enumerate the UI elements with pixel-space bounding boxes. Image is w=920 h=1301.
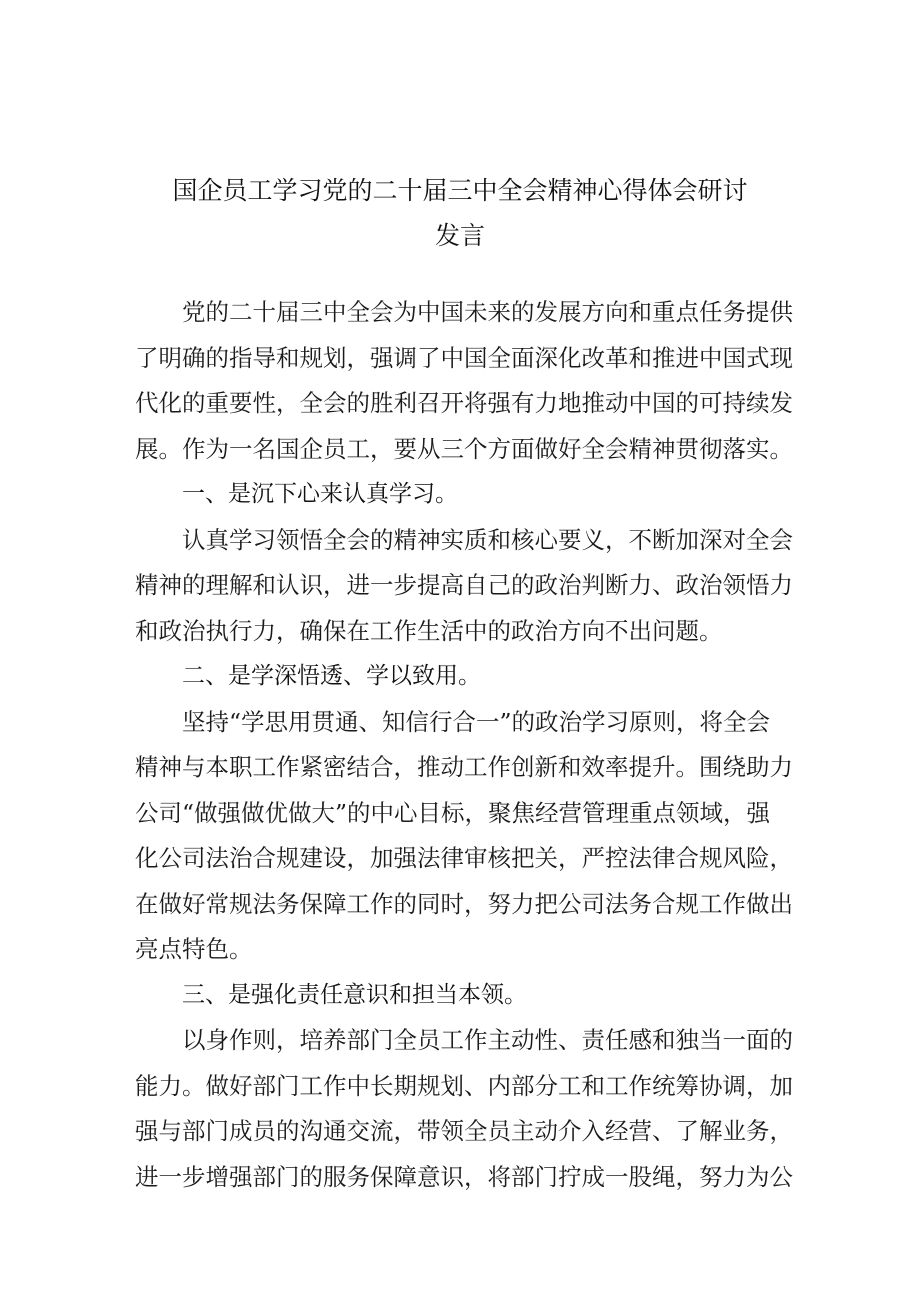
section-2-line-4: 化公司法治合规建设，加强法律审核把关，严控法律合规风险，: [135, 844, 793, 872]
section-3-line-2: 能力。做好部门工作中长期规划、内部分工和工作统筹协调，加: [135, 1071, 793, 1100]
section-3-line-4: 进一步增强部门的服务保障意识，将部门拧成一股绳，努力为公: [135, 1162, 793, 1191]
section-2-line-5: 在做好常规法务保障工作的同时，努力把公司法务合规工作做出: [135, 889, 793, 918]
section-1-line-1: 认真学习领悟全会的精神实质和核心要义，不断加深对全会: [182, 525, 793, 554]
section-2-heading: 二、是学深悟透、学以致用。: [182, 663, 481, 689]
document-body: [135, 290, 793, 1200]
section-2-line-3: 公司“做强做优做大”的中心目标，聚焦经营管理重点领域，强: [135, 798, 771, 827]
intro-line-3: 代化的重要性，全会的胜利召开将强有力地推动中国的可持续发: [135, 389, 793, 417]
section-3-heading: 三、是强化责任意识和担当本领。: [182, 981, 527, 1008]
title-line-1: 国企员工学习党的二十届三中全会精神心得体会研讨: [172, 176, 748, 205]
section-1-line-2: 精神的理解和认识，进一步提高自己的政治判断力、政治领悟力: [135, 571, 793, 599]
section-3-line-1: 以身作则，培养部门全员工作主动性、责任感和独当一面的: [182, 1026, 793, 1054]
section-3-line-3: 强与部门成员的沟通交流，带领全员主动介入经营、了解业务，: [135, 1117, 793, 1145]
intro-line-4: 展。作为一名国企员工，要从三个方面做好全会精神贯彻落实。: [135, 434, 793, 463]
title-line-2: 发言: [434, 221, 485, 250]
section-1-heading: 一、是沉下心来认真学习。: [182, 481, 458, 507]
intro-line-1: 党的二十届三中全会为中国未来的发展方向和重点任务提供: [182, 298, 793, 326]
intro-line-2: 了明确的指导和规划，强调了中国全面深化改革和推进中国式现: [135, 343, 793, 372]
section-1-line-3: 和政治执行力，确保在工作生活中的政治方向不出问题。: [135, 616, 723, 645]
document-title: [120, 168, 800, 258]
section-2-line-1: 坚持“学思用贯通、知信行合一”的政治学习原则，将全会: [182, 707, 771, 736]
section-2-line-2: 精神与本职工作紧密结合，推动工作创新和效率提升。围绕助力: [135, 753, 793, 781]
section-2-line-6: 亮点特色。: [135, 935, 253, 963]
